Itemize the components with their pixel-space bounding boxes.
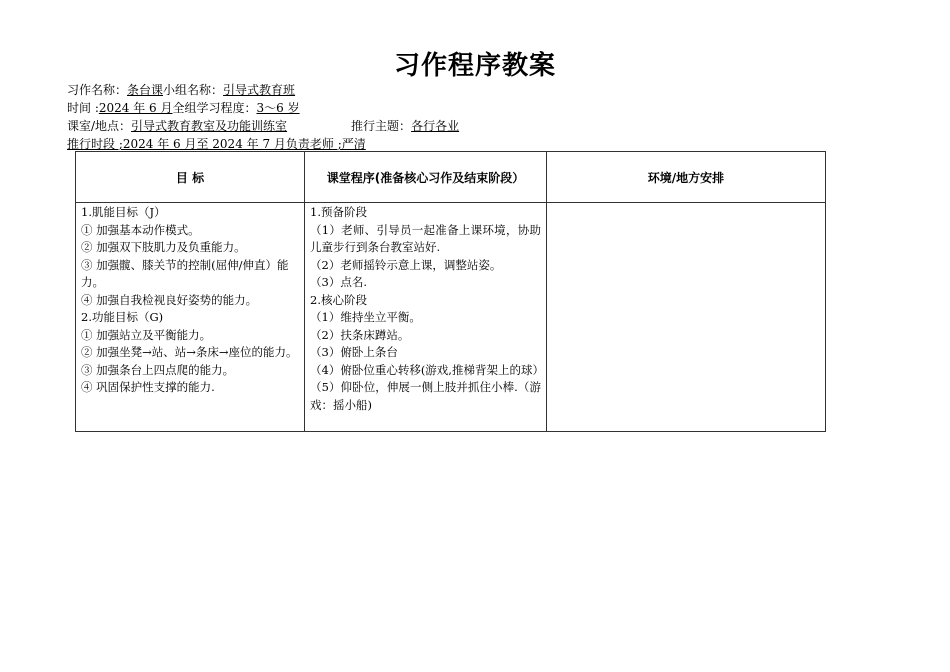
table-row bbox=[76, 203, 826, 432]
header-goals: 目 标 bbox=[76, 152, 305, 203]
goal-item: ④ 巩固保护性支撑的能力. bbox=[81, 380, 215, 394]
procedure-item: （3）点名. bbox=[310, 275, 367, 289]
procedure-item: 2.核心阶段 bbox=[310, 292, 367, 307]
info-line-name bbox=[67, 81, 295, 99]
time-value: 2024 年 6 月 bbox=[98, 101, 173, 115]
info-line-period: 推行时段 ;2024 年 6 月至 2024 年 7 月负责老师 ;严清 bbox=[67, 137, 366, 151]
age-label: 全组学习程度： bbox=[172, 101, 257, 115]
lesson-plan-table bbox=[75, 151, 826, 432]
goal-item: 2.功能目标（G) bbox=[81, 310, 164, 324]
procedure-item: 1.预备阶段 bbox=[310, 205, 367, 219]
page-title: 习作程序教案 bbox=[393, 51, 556, 81]
goals-cell bbox=[76, 203, 305, 432]
room-value: 引导式教育教室及功能训练室 bbox=[131, 119, 288, 133]
info-line-room bbox=[67, 117, 459, 135]
age-value: 3～6 岁 bbox=[256, 101, 300, 115]
goal-item: ① 加强基本动作模式。 bbox=[81, 222, 200, 237]
name-label: 习作名称： bbox=[67, 83, 128, 97]
procedure-item: （1）维持坐立平衡。 bbox=[310, 310, 421, 324]
goal-item: ① 加强站立及平衡能力。 bbox=[81, 327, 212, 342]
info-line-time bbox=[67, 99, 360, 117]
procedure-item: （5）仰卧位，伸展一侧上肢并抓住小棒.（游戏：摇小船) bbox=[310, 380, 541, 412]
goal-item: ② 加强双下肢肌力及负重能力。 bbox=[81, 240, 246, 254]
procedure-item: （2）老师摇铃示意上课，调整站姿。 bbox=[310, 257, 502, 272]
procedure-item: （4）俯卧位重心转移(游戏,推梯背架上的球） bbox=[310, 362, 544, 377]
goal-item: ③ 加强条台上四点爬的能力。 bbox=[81, 362, 235, 377]
theme-label: 推行主题： bbox=[351, 119, 412, 133]
procedure-item: （3）俯卧上条台 bbox=[310, 345, 398, 359]
procedure-cell bbox=[305, 203, 547, 432]
room-label: 课室/地点： bbox=[67, 119, 132, 133]
group-label: 小组名称： bbox=[163, 83, 224, 97]
environment-cell bbox=[547, 203, 826, 432]
goal-item: ④ 加强自我检视良好姿势的能力。 bbox=[81, 292, 258, 307]
header-procedure: 课堂程序(准备核心习作及结束阶段） bbox=[305, 152, 547, 203]
time-label: 时间 : bbox=[67, 101, 99, 115]
goal-item: 1.肌能目标（J） bbox=[81, 205, 166, 219]
procedure-item: （2）扶条床蹲站。 bbox=[310, 327, 410, 342]
goal-item: ② 加强坐凳→站、站→条床→座位的能力。 bbox=[81, 345, 298, 359]
group-value: 引导式教育班 bbox=[223, 83, 296, 97]
goal-item: ③ 加强髋、膝关节的控制(屈伸/伸直）能力。 bbox=[81, 257, 289, 289]
theme-value: 各行各业 bbox=[411, 119, 460, 133]
name-value: 条台课 bbox=[127, 83, 164, 97]
header-environment: 环境/地方安排 bbox=[547, 152, 826, 203]
table-header-row bbox=[76, 152, 826, 203]
procedure-item: （1）老师、引导员一起准备上课环境，协助儿童步行到条台教室站好. bbox=[310, 222, 541, 254]
